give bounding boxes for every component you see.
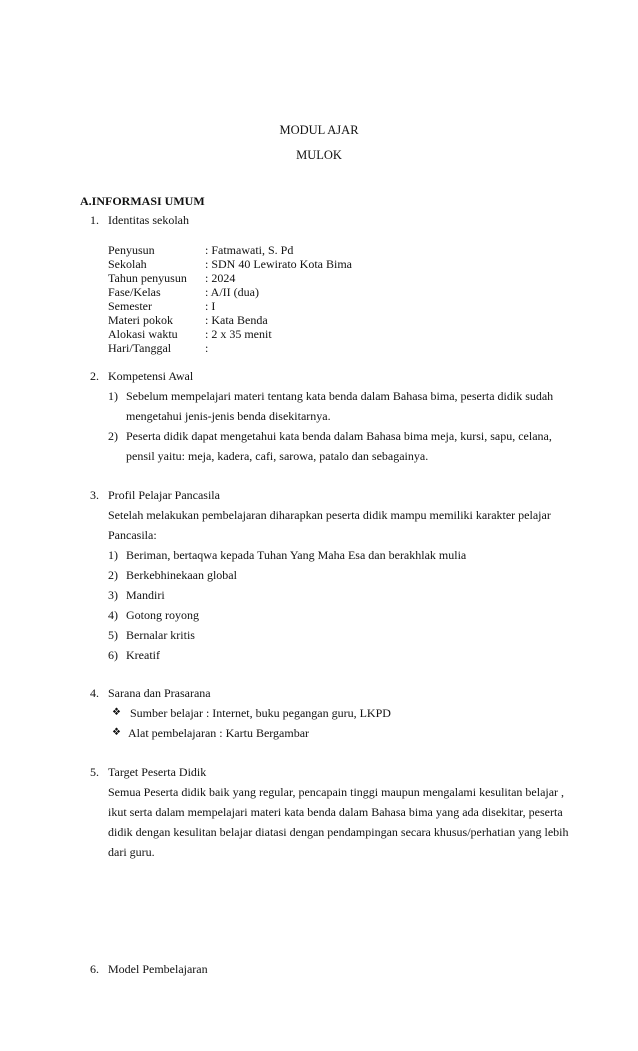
section-number: 3.	[90, 488, 99, 502]
list-item-text: Gotong royong	[126, 608, 199, 622]
identity-label: Materi pokok	[108, 313, 173, 327]
list-item-text: mengetahui jenis-jenis benda disekitarnya.	[126, 409, 331, 423]
list-item-text: Bernalar kritis	[126, 628, 195, 642]
list-number: 4)	[108, 608, 118, 622]
identity-value: : 2 x 35 menit	[205, 327, 272, 341]
list-number: 3)	[108, 588, 118, 602]
list-item-text: Berkebhinekaan global	[126, 568, 237, 582]
paragraph-line: Setelah melakukan pembelajaran diharapkan peserta didik mampu memiliki karakter pelajar	[108, 508, 551, 522]
section-title-model: Model Pembelajaran	[108, 962, 208, 976]
paragraph-line: dari guru.	[108, 845, 155, 859]
identity-label: Alokasi waktu	[108, 327, 178, 341]
list-item-text: Beriman, bertaqwa kepada Tuhan Yang Maha Esa dan berakhlak mulia	[126, 548, 467, 562]
section-title-profil: Profil Pelajar Pancasila	[108, 488, 220, 502]
list-item-text: Kreatif	[126, 648, 160, 662]
identity-label: Penyusun	[108, 243, 155, 257]
identity-value: : Kata Benda	[205, 313, 268, 327]
list-number: 2)	[108, 568, 118, 582]
section-title-target: Target Peserta Didik	[108, 765, 207, 779]
list-item-text: Sebelum mempelajari materi tentang kata benda dalam Bahasa bima, peserta didik sudah	[126, 389, 554, 403]
paragraph-line: Pancasila:	[108, 528, 157, 542]
identity-value: :	[205, 341, 209, 355]
section-number: 4.	[90, 686, 99, 700]
identity-value: : SDN 40 Lewirato Kota Bima	[205, 257, 352, 271]
bullet-item-text: Alat pembelajaran : Kartu Bergambar	[128, 726, 310, 740]
diamond-bullet-icon: ❖	[112, 707, 121, 718]
document-title: MODUL AJAR	[279, 123, 359, 137]
bullet-item-text: Sumber belajar : Internet, buku pegangan guru, LKPD	[130, 706, 391, 720]
list-item-text: Mandiri	[126, 588, 165, 602]
list-item-text: pensil yaitu: meja, kadera, cafi, sarowa, patalo dan sebagainya.	[126, 449, 429, 463]
identity-label: Semester	[108, 299, 152, 313]
diamond-bullet-icon: ❖	[112, 727, 121, 738]
section-number: 6.	[90, 962, 99, 976]
list-number: 1)	[108, 389, 118, 403]
identity-label: Fase/Kelas	[108, 285, 161, 299]
section-number: 1.	[90, 213, 99, 227]
document-subtitle: MULOK	[296, 148, 342, 162]
list-number: 1)	[108, 548, 118, 562]
list-number: 6)	[108, 648, 118, 662]
list-number: 2)	[108, 429, 118, 443]
list-item-text: Peserta didik dapat mengetahui kata benda dalam Bahasa bima meja, kursi, sapu, celana,	[126, 429, 552, 443]
section-title-identitas: Identitas sekolah	[108, 213, 189, 227]
identity-label: Sekolah	[108, 257, 147, 271]
section-title-sarana: Sarana dan Prasarana	[108, 686, 211, 700]
identity-value: : 2024	[205, 271, 236, 285]
section-heading: A.INFORMASI UMUM	[80, 194, 205, 208]
paragraph-line: didik dengan kesulitan belajar diatasi dengan pendampingan secara khusus/perhatian yang lebih	[108, 825, 569, 839]
paragraph-line: ikut serta dalam mempelajari materi kata benda dalam Bahasa bima yang ada disekitar, peserta	[108, 805, 563, 819]
section-number: 2.	[90, 369, 99, 383]
section-title-kompetensi: Kompetensi Awal	[108, 369, 194, 383]
identity-label: Hari/Tanggal	[108, 341, 172, 355]
identity-value: : A/II (dua)	[205, 285, 259, 299]
list-number: 5)	[108, 628, 118, 642]
identity-value: : Fatmawati, S. Pd	[205, 243, 294, 257]
paragraph-line: Semua Peserta didik baik yang regular, pencapain tinggi maupun mengalami kesulitan belajar ,	[108, 785, 565, 799]
identity-value: : I	[205, 299, 216, 313]
section-number: 5.	[90, 765, 99, 779]
identity-label: Tahun penyusun	[108, 271, 187, 285]
